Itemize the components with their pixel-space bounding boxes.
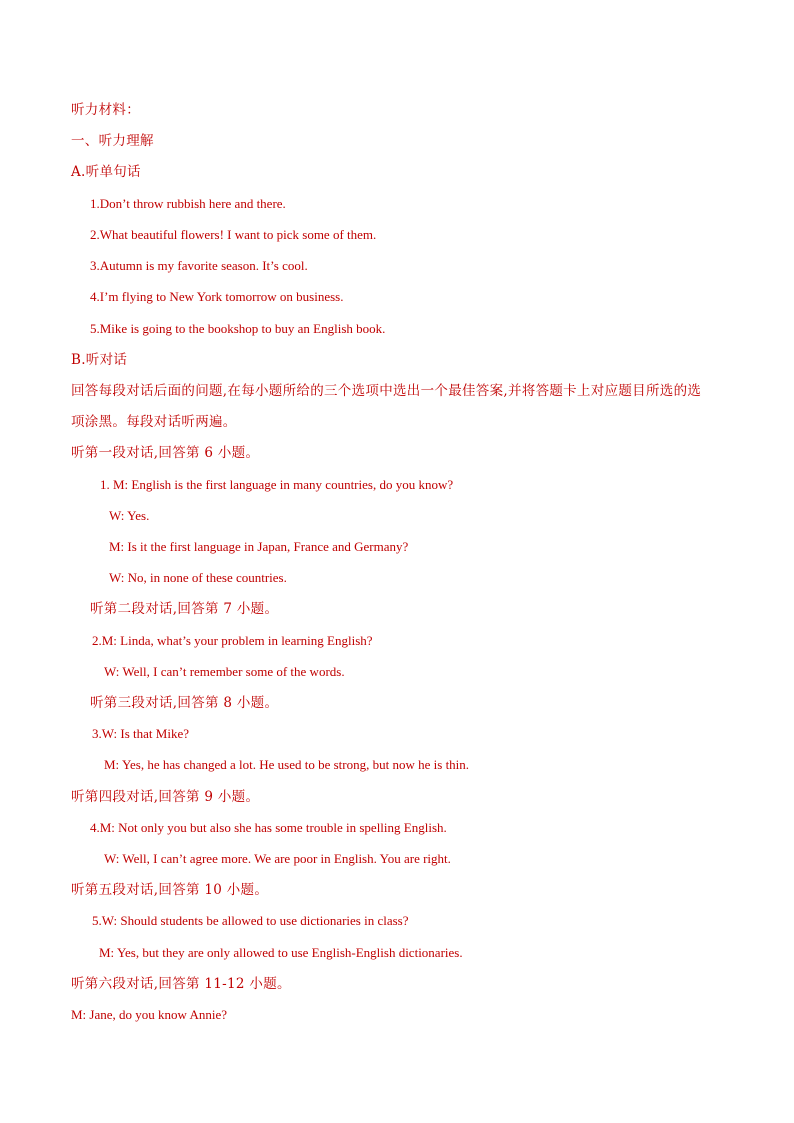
dialogue-2-heading: 听第二段对话,回答第 7 小题。 bbox=[90, 601, 279, 617]
part-b-instruction-line-1: 回答每段对话后面的问题,在每小题所给的三个选项中选出一个最佳答案,并将答题卡上对应题目所选的选 bbox=[71, 383, 702, 399]
dialogue-1-line-4: W: No, in none of these countries. bbox=[109, 570, 287, 585]
dialogue-6-line-1: M: Jane, do you know Annie? bbox=[71, 1007, 227, 1022]
part-b-instruction-line-2: 项涂黑。每段对话听两遍。 bbox=[71, 414, 237, 430]
section-title: 一、听力理解 bbox=[71, 133, 154, 149]
part-a-title: A.听单句话 bbox=[71, 164, 141, 180]
dialogue-3-line-2: M: Yes, he has changed a lot. He used to be strong, but now he is thin. bbox=[104, 757, 470, 772]
dialogue-4-heading: 听第四段对话,回答第 9 小题。 bbox=[71, 789, 260, 805]
dialogue-2-line-1: 2.M: Linda, what’s your problem in learning English? bbox=[92, 633, 373, 648]
part-a-item-5: 5.Mike is going to the bookshop to buy an English book. bbox=[90, 321, 386, 336]
dialogue-6-heading: 听第六段对话,回答第 11-12 小题。 bbox=[71, 976, 291, 992]
dialogue-5-heading: 听第五段对话,回答第 10 小题。 bbox=[71, 882, 269, 898]
dialogue-1-heading: 听第一段对话,回答第 6 小题。 bbox=[71, 445, 260, 461]
dialogue-3-heading: 听第三段对话,回答第 8 小题。 bbox=[90, 695, 279, 711]
dialogue-4-line-1: 4.M: Not only you but also she has some trouble in spelling English. bbox=[90, 820, 447, 835]
part-a-item-4: 4.I’m flying to New York tomorrow on business. bbox=[90, 289, 344, 304]
dialogue-1-line-2: W: Yes. bbox=[109, 508, 150, 523]
dialogue-1-line-3: M: Is it the first language in Japan, France and Germany? bbox=[109, 539, 409, 554]
dialogue-5-line-2: M: Yes, but they are only allowed to use English-English dictionaries. bbox=[99, 945, 463, 960]
dialogue-4-line-2: W: Well, I can’t agree more. We are poor in English. You are right. bbox=[104, 851, 451, 866]
part-a-item-1: 1.Don’t throw rubbish here and there. bbox=[90, 196, 286, 211]
part-a-item-3: 3.Autumn is my favorite season. It’s cool. bbox=[90, 258, 308, 273]
part-a-item-2: 2.What beautiful flowers! I want to pick some of them. bbox=[90, 227, 377, 242]
dialogue-5-line-1: 5.W: Should students be allowed to use dictionaries in class? bbox=[92, 913, 409, 928]
part-b-title: B.听对话 bbox=[71, 352, 128, 368]
dialogue-2-line-2: W: Well, I can’t remember some of the words. bbox=[104, 664, 345, 679]
materials-heading: 听力材料： bbox=[71, 102, 140, 118]
dialogue-3-line-1: 3.W: Is that Mike? bbox=[92, 726, 189, 741]
dialogue-1-line-1: 1. M: English is the first language in many countries, do you know? bbox=[100, 477, 454, 492]
